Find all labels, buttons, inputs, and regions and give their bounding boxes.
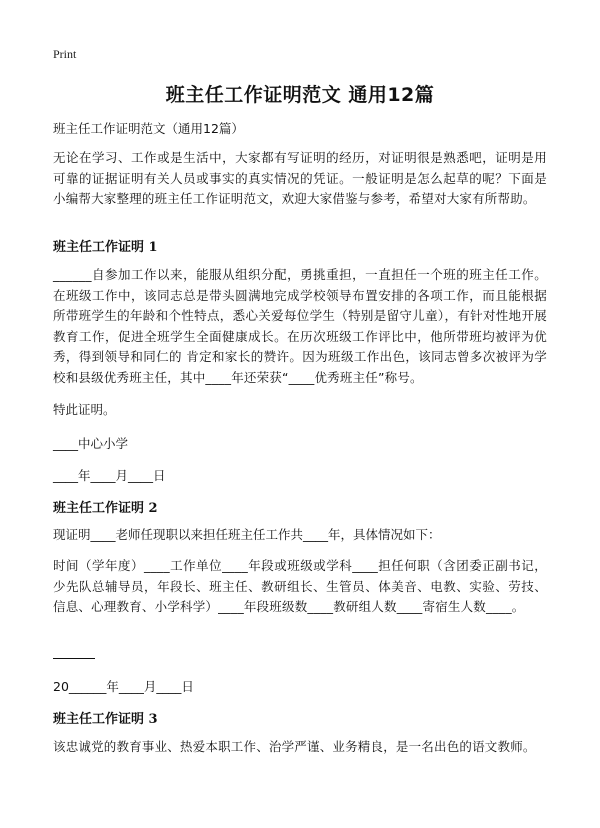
- signature-line: [53, 658, 95, 659]
- section-1-certify: 特此证明。: [53, 402, 116, 417]
- section-2-date: 20______年____月____日: [53, 679, 194, 694]
- section-2-paragraph: 时间（学年度）____工作单位____年段或班级或学科____担任何职（含团委正副书记，少先队总辅导员，年段长、班主任、教研组长、生管员、体美音、电教、实验、劳技、信息、心理教育、小学科学）____年段班级数____教研组人数____寄宿生人数____。: [53, 558, 547, 615]
- section-1-heading: 班主任工作证明 1: [53, 240, 158, 255]
- section-3-paragraph: 该忠诚党的教育事业、热爱本职工作、治学严谨、业务精良，是一名出色的语文教师。: [53, 739, 536, 754]
- intro-paragraph: 无论在学习、工作或是生活中，大家都有写证明的经历，对证明很是熟悉吧，证明是用可靠的证据证明有关人员或事实的真实情况的凭证。一般证明是怎么起草的呢？下面是小编帮大家整理的班主任工作证明范文，欢迎大家借鉴与参考，希望对大家有所帮助。: [53, 150, 547, 207]
- section-3-heading: 班主任工作证明 3: [53, 712, 158, 727]
- section-1-paragraph: ______自参加工作以来，能服从组织分配，勇挑重担，一直担任一个班的班主任工作。在班级工作中，该同志总是带头圆满地完成学校领导布置安排的各项工作，而且能根据所带班学生的年龄和个性特点，悉心关爱每位学生（特别是留守儿童），有针对性地开展教育工作，促进全班学生全面健康成长。在历次班级工作评比中，他所带班均被评为优秀，得到领导和同仁的 肯定和家长的赞许。因为班级工作出色，该同志曾多次被评为学校和县级优秀班主任，其中____年还荣获“____优秀班主任”称号。: [53, 267, 547, 385]
- page-title: 班主任工作证明范文 通用12篇: [165, 84, 435, 106]
- document-subtitle: 班主任工作证明范文（通用12篇）: [53, 121, 244, 136]
- section-1-date: ____年____月____日: [53, 468, 166, 483]
- section-2-heading: 班主任工作证明 2: [53, 501, 158, 516]
- section-1-school: ____中心小学: [53, 436, 129, 451]
- print-label[interactable]: Print: [53, 47, 77, 61]
- section-2-line: 现证明____老师任现职以来担任班主任工作共____年，具体情况如下：: [53, 527, 441, 542]
